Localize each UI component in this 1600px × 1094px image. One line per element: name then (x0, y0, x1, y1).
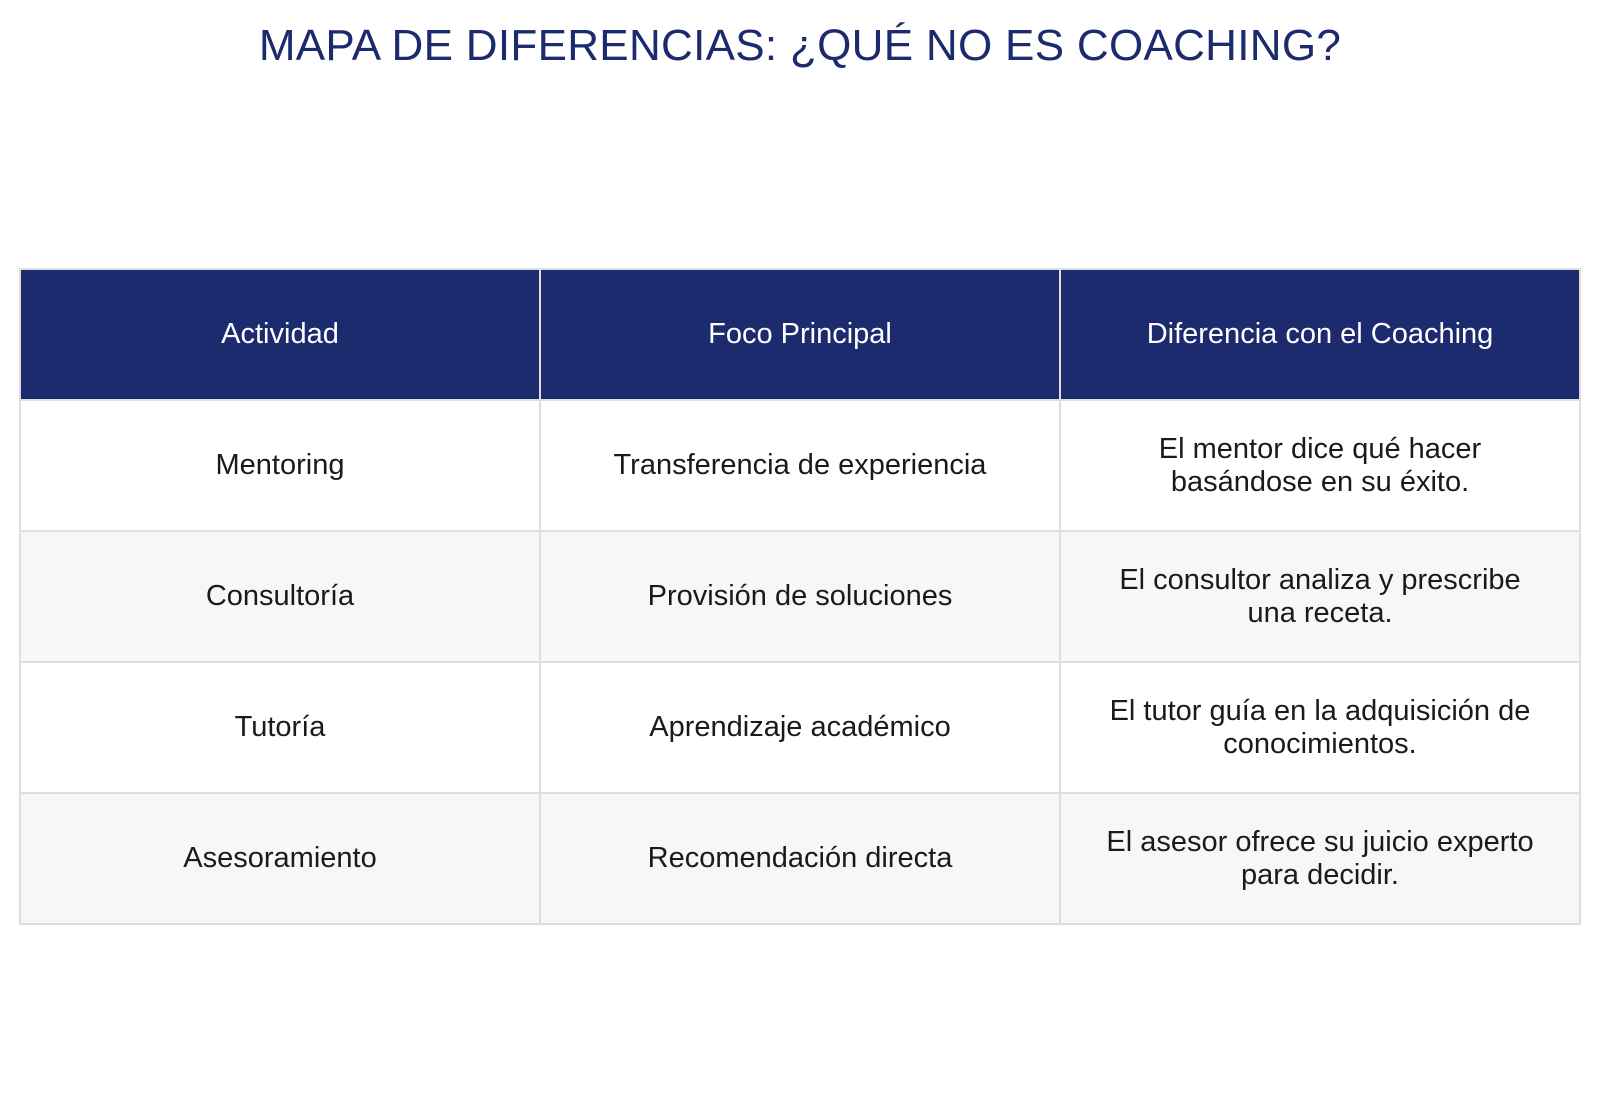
table-header (20, 269, 1580, 400)
table-row (20, 793, 1580, 924)
cell-foco: Aprendizaje académico (540, 662, 1060, 793)
cell-diferencia (1060, 531, 1580, 662)
cell-diferencia-text: El tutor guía en la adquisición de conocimientos. (1109, 694, 1531, 760)
comparison-table (19, 268, 1581, 925)
column-header-actividad: Actividad (20, 269, 540, 400)
table-row (20, 400, 1580, 531)
column-header-diferencia: Diferencia con el Coaching (1060, 269, 1580, 400)
header-row (20, 269, 1580, 400)
cell-actividad: Tutoría (20, 662, 540, 793)
cell-diferencia (1060, 793, 1580, 924)
cell-actividad: Asesoramiento (20, 793, 540, 924)
cell-actividad: Consultoría (20, 531, 540, 662)
cell-diferencia-text: El consultor analiza y prescribe una receta. (1119, 563, 1521, 629)
cell-diferencia (1060, 400, 1580, 531)
table-body (20, 400, 1580, 924)
column-header-foco-principal: Foco Principal (540, 269, 1060, 400)
cell-actividad: Mentoring (20, 400, 540, 531)
cell-foco: Recomendación directa (540, 793, 1060, 924)
comparison-table-container (19, 268, 1581, 925)
table-row (20, 531, 1580, 662)
cell-diferencia-text: El asesor ofrece su juicio experto para decidir. (1106, 825, 1534, 891)
cell-diferencia (1060, 662, 1580, 793)
cell-foco: Provisión de soluciones (540, 531, 1060, 662)
cell-foco: Transferencia de experiencia (540, 400, 1060, 531)
page-title: MAPA DE DIFERENCIAS: ¿QUÉ NO ES COACHING? (258, 21, 1342, 70)
cell-diferencia-text: El mentor dice qué hacer basándose en su éxito. (1158, 432, 1482, 498)
table-row (20, 662, 1580, 793)
